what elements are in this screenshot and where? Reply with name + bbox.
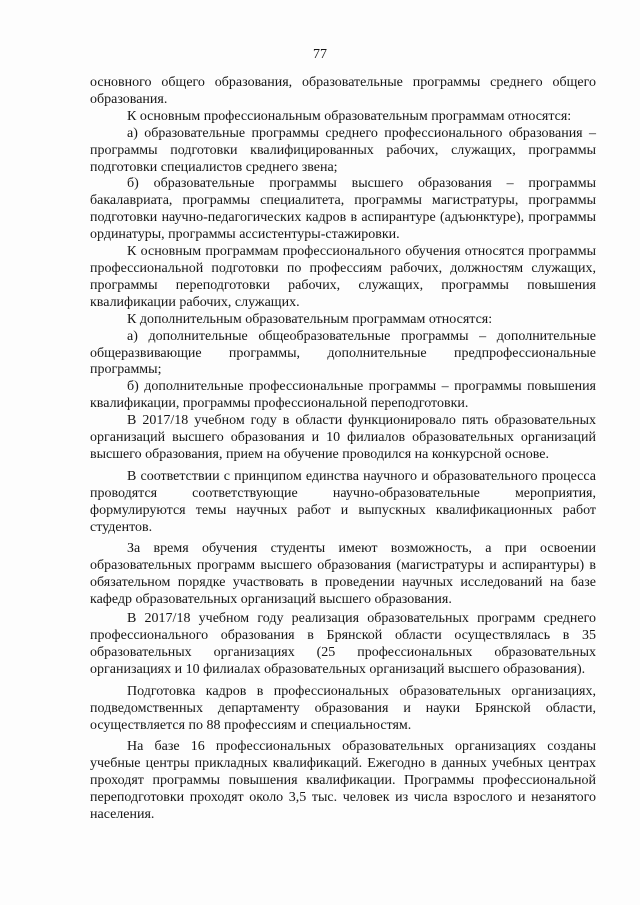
paragraph-8: б) дополнительные профессиональные программы – программы повышения квалификации, программы профессиональной переподготовки. xyxy=(90,379,596,412)
paragraph-14: На базе 16 профессиональных образовательных организациях созданы учебные центры прикладных квалификаций. Ежегодно в данных учебных центрах проходят программы повышения квалификации. Программы профессиональной переподготовки проходят около 3,5 тыс. человек из числа взрослого и незанятого населения. xyxy=(90,739,596,823)
paragraph-11: За время обучения студенты имеют возможность, а при освоении образовательных программ высшего образования (магистратуры и аспирантуры) в обязательном порядке участвовать в проведении научных исследований на базе кафедр образовательных организаций высшего образования. xyxy=(90,541,596,608)
paragraph-4: б) образовательные программы высшего образования – программы бакалавриата, программы специалитета, программы магистратуры, программы подготовки научно-педагогических кадров в аспирантуре (адъюнктуре), программы ординатуры, программы ассистентуры-стажировки. xyxy=(90,176,596,243)
paragraph-12: В 2017/18 учебном году реализация образовательных программ среднего профессионального образования в Брянской области осуществлялась в 35 образовательных организациях (25 профессиональных образовательных организациях и 10 филиалах образовательных организаций высшего образования). xyxy=(90,611,596,677)
paragraph-7: а) дополнительные общеобразовательные программы – дополнительные общеразвивающие программы, дополнительные предпрофессиональные программы; xyxy=(90,328,596,378)
page-number: 77 xyxy=(313,47,327,62)
paragraph-10: В соответствии с принципом единства научного и образовательного процесса проводятся соответствующие научно-образовательные мероприятия, формулируются темы научных работ и выпускных квалификационных работ студентов. xyxy=(90,468,596,535)
paragraph-2: К основным профессиональным образовательным программам относятся: xyxy=(127,108,572,124)
paragraph-5: К основным программам профессионального обучения относятся программы профессиональной подготовки по профессиям рабочих, должностям служащих, программы переподготовки рабочих, служащих, программы повышения квалификации рабочих, служащих. xyxy=(90,244,596,310)
paragraph-13: Подготовка кадров в профессиональных образовательных организациях, подведомственных департаменту образования и науки Брянской области, осуществляется по 88 профессиям и специальностям. xyxy=(90,683,596,733)
paragraph-3: а) образовательные программы среднего профессионального образования – программы подготовки квалифицированных рабочих, служащих, программы подготовки специалистов среднего звена; xyxy=(90,125,596,175)
paragraph-1: основного общего образования, образовательные программы среднего общего образования. xyxy=(90,75,596,107)
paragraph-9: В 2017/18 учебном году в области функционировало пять образовательных организаций высшего образования и 10 филиалов образовательных организаций высшего образования, прием на обучение проводился на конкурсной основе. xyxy=(90,413,596,462)
paragraph-6: К дополнительным образовательным программам относятся: xyxy=(127,311,493,327)
body-text xyxy=(90,75,596,824)
